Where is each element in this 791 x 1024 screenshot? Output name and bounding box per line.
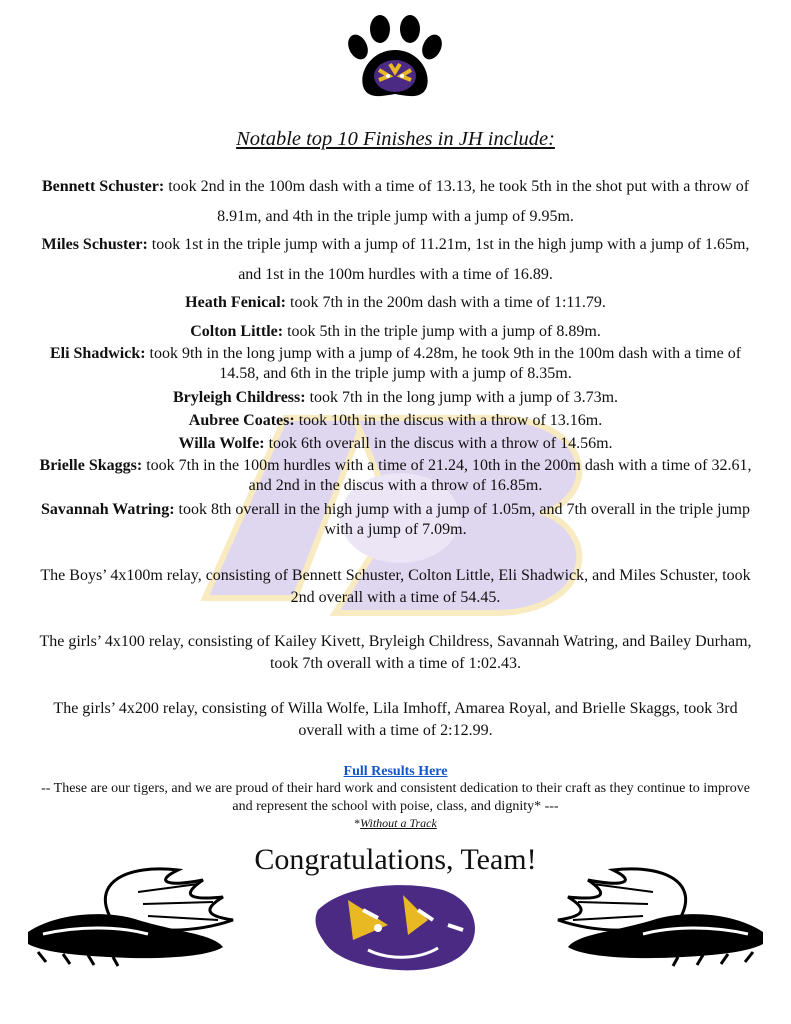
full-results-link[interactable]: Full Results Here [343, 764, 448, 779]
athlete-result: took 6th overall in the discus with a throw of 14.56m. [264, 435, 613, 452]
athlete-result: took 8th overall in the high jump with a jump of 1.05m, and 7th overall in the triple jump with a jump of 7.09m. [174, 501, 750, 538]
athlete-name: Heath Fenical: [185, 294, 287, 311]
result-entry-brielle [30, 456, 761, 496]
tagline-text: -- These are our tigers, and we are proud of their hard work and consistent dedication to their craft as they continue to improve and represent the school with poise, class, and dignity* --- [41, 781, 750, 814]
athlete-result: took 7th in the long jump with a jump of 3.73m. [305, 389, 619, 406]
athlete-result: took 9th in the long jump with a jump of 4.28m, he took 9th in the 100m dash with a time of 14.58, and 6th in the triple jump with a jump of 8.35m. [145, 345, 742, 382]
result-entry-eli [30, 344, 761, 384]
result-entry-savannah [30, 500, 761, 540]
result-entry-colton [30, 317, 761, 347]
athlete-name: Miles Schuster: [41, 236, 148, 253]
athlete-result: took 5th in the triple jump with a jump of 8.89m. [283, 323, 601, 340]
winged-shoe-icon [548, 862, 773, 967]
athlete-name: Bryleigh Childress: [172, 389, 306, 406]
footnote-text: Without a Track [360, 816, 437, 830]
result-entry-bennett [30, 172, 761, 232]
result-entry-bryleigh [30, 388, 761, 408]
athlete-result: took 7th in the 100m hurdles with a time of 21.24, 10th in the 200m dash with a time of 32.61, and 2nd in the discus with a throw of 16.85m. [142, 457, 752, 494]
footnote-marker: * [354, 816, 361, 830]
athlete-name: Aubree Coates: [188, 412, 295, 429]
athlete-result: took 10th in the discus with a throw of 13.16m. [294, 412, 603, 429]
result-entry-heath [30, 288, 761, 318]
athlete-name: Brielle Skaggs: [39, 457, 143, 474]
relay-girls-4x200: The girls’ 4x200 relay, consisting of Willa Wolfe, Lila Imhoff, Amarea Royal, and Brielle Skaggs, took 3rd overall with a time of 2:12.99. [53, 700, 738, 739]
footnote [0, 816, 791, 831]
relay-girls-4x100: The girls’ 4x100 relay, consisting of Kailey Kivett, Bryleigh Childress, Savannah Watring, and Bailey Durham, took 7th overall with a time of 1:02.43. [39, 633, 752, 672]
athlete-name: Colton Little: [190, 323, 284, 340]
paw-logo-icon [345, 14, 445, 102]
tiger-head-icon [308, 880, 483, 975]
athlete-result: took 2nd in the 100m dash with a time of 13.13, he took 5th in the shot put with a throw of 8.91m, and 4th in the triple jump with a jump of 9.95m. [164, 178, 750, 225]
athlete-name: Savannah Watring: [41, 501, 175, 518]
athlete-name: Willa Wolfe: [178, 435, 265, 452]
result-entry-miles [30, 230, 761, 290]
result-entry-aubree [30, 411, 761, 431]
athlete-result: took 1st in the triple jump with a jump of 11.21m, 1st in the high jump with a jump of 1.65m, and 1st in the 100m hurdles with a time of 16.89. [147, 236, 750, 283]
athlete-result: took 7th in the 200m dash with a time of 1:11.79. [286, 294, 606, 311]
athlete-name: Eli Shadwick: [49, 345, 146, 362]
relay-boys-4x100: The Boys’ 4x100m relay, consisting of Bennett Schuster, Colton Little, Eli Shadwick, and Miles Schuster, took 2nd overall with a time of 54.45. [40, 567, 751, 606]
congratulations-heading: Congratulations, Team! [254, 843, 537, 876]
result-entry-willa [30, 434, 761, 454]
winged-shoe-icon [18, 862, 243, 967]
section-heading: Notable top 10 Finishes in JH include: [236, 128, 555, 150]
athlete-name: Bennett Schuster: [41, 178, 165, 195]
